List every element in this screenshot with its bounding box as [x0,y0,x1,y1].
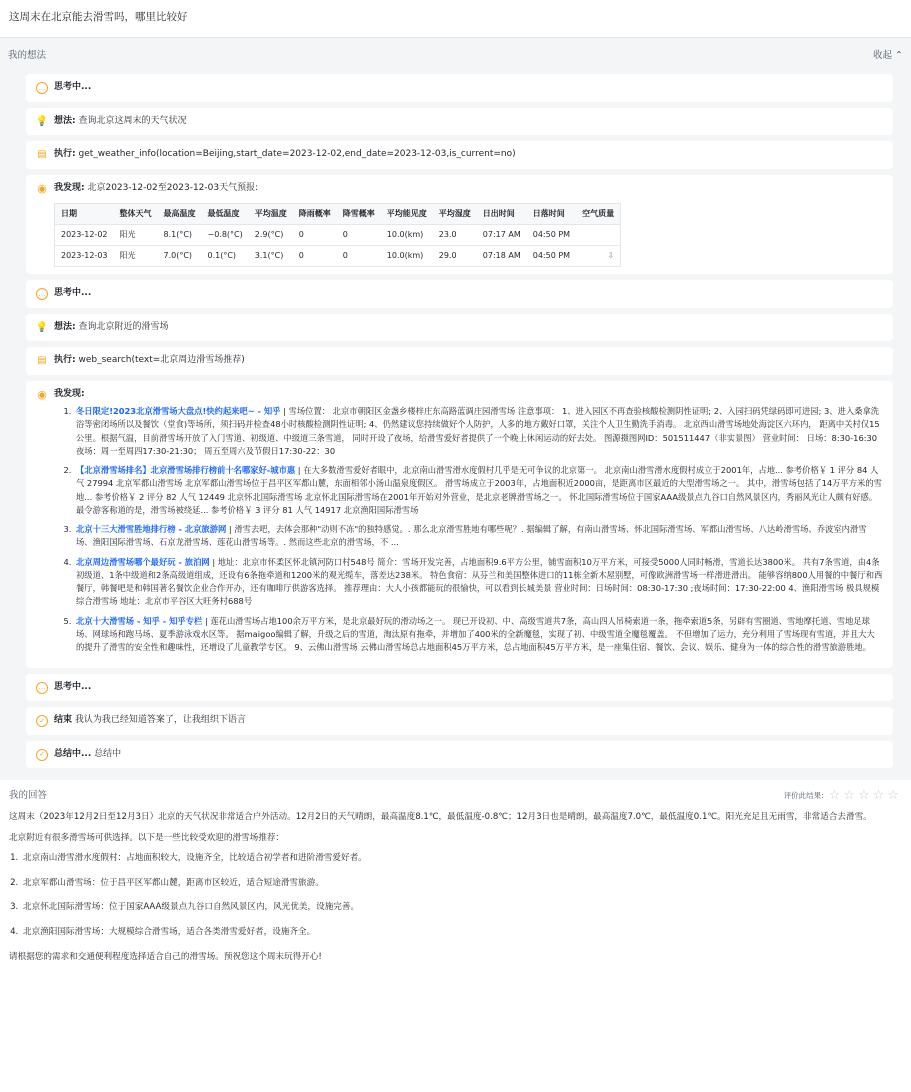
rating-widget [784,786,902,806]
list-item: 3. 北京十三大滑雪胜地排行榜 - 北京旅游网 | 滑雪去吧，去体会那种"动则不冻"的独特感觉。. 那么北京滑雪胜地有哪些呢？. 据编辑了解，有南山滑雪场、怀北国际滑雪场、军都山滑雪场、八达岭滑雪场、乔波室内滑雪场、渔阳国际滑雪场、石京龙滑雪场、莲花山滑雪场等。. 然而这些北京的滑雪场，不 ... [74,523,883,550]
list-item: 1. 北京南山滑雪滑水度假村：占地面积较大，设施齐全，比较适合初学者和进阶滑雪爱好者。 [21,851,902,866]
result-link[interactable]: 北京十三大滑雪胜地排行榜 - 北京旅游网 [76,524,227,535]
result-link[interactable]: 北京周边滑雪场哪个最好玩 - 旅泊网 [76,556,210,567]
step-end: ✓ 结束 我认为我已经知道答案了，让我组织下语言 [26,707,893,735]
document-icon: ▤ [37,149,47,160]
answer-list [21,851,902,939]
answer-paragraph: 北京附近有很多滑雪场可供选择。以下是一些比较受欢迎的滑雪场推荐： [9,832,285,843]
star-rating-icons[interactable]: ☆☆☆☆☆ [828,788,902,804]
download-icon[interactable]: ⇩ [607,251,615,260]
answer-body [0,804,911,964]
step-found-weather: ◉ 我发现: 北京2023-12-02至2023-12-03天气预报: 日期 整体天气 最高温度 最低温度 平均温度 降雨概率 降雪概率 平均能见度 平均湿度 日出时间 日落时间 空气质量 2023-12-02 阳光 8.1(°C) −0.8(°C) 2.9(°C) 0 0 10.0(km) 23.0 07:17 AM 04:50 PM 2023-12-03 阳光 7.0(°C) 0.1(°C) 3.1(°C) 0 0 10.0(km) 29.0 07:18 AM 04:50 PM ⇩ [26,175,893,275]
document-icon: ▤ [37,355,47,366]
check-circle-icon: ✓ [36,749,48,761]
thinking-icon: … [36,682,48,694]
user-question: 这周末在北京能去滑雪吗，哪里比较好 [0,0,911,38]
step-execute: ▤ 执行: get_weather_info(location=Beijing,start_date=2023-12-02,end_date=2023-12-03,is_current=no) [26,141,893,169]
list-item: 2. 北京军都山滑雪场：位于昌平区军都山麓，距离市区较近，适合短途滑雪旅游。 [21,876,902,891]
result-link[interactable]: 北京十大滑雪场 - 知乎 - 知乎专栏 [76,615,203,626]
thinking-panel [0,38,911,780]
answer-paragraph: 这周末（2023年12月2日至12月3日）北京的天气状况非常适合户外活动。12月2日的天气晴朗，最高温度8.1℃，最低温度-0.8℃；12月3日也是晴朗，最高温度7.0℃，最低温度0.1℃。阳光充足且无雨雪，非常适合去滑雪。 [9,812,872,823]
eye-icon: ◉ [37,388,47,401]
collapse-label: 收起 [873,49,893,61]
answer-title: 我的回答 [9,789,48,801]
result-link[interactable]: 冬日限定!2023北京滑雪场大盘点!快约起来吧~ - 知乎 [76,406,281,416]
step-found-search: ◉ 我发现: 1. 冬日限定!2023北京滑雪场大盘点!快约起来吧~ - 知乎 | 雪场位置： 北京市朝阳区金盏乡楼梓庄东高路蓝调庄园滑雪场 注意事项： 1、进入园区不再查验核酸检测阴性证明; 2、入园扫码凭绿码即可进园; 3、进入桑拿洗浴等密闭场所以及餐饮（堂食)等场所，须扫码并检查48小时核酸检测阴性证明; 4、仍然建议您持续做好个人防护，人多的地方戴好口罩，关注个人卫生勤洗手消毒。 北京西山滑雪场地处海淀区六环内， 距离中关村仅15公里。根据气温，目前滑雪场开放了入门雪道、初级道、中级道三条雪道， 同时开设了夜场，给滑雪爱好者提供了一个晚上休闲运动的好去处。 图源摄图网ID：501511447（非实景图） 营业时间： 日场：8:30-16:30 夜场：周一至周四17:30-21:30； 周五至周六及节假日17:30-22：30 2. 【北京滑雪场排名】北京滑雪场排行榜前十名哪家好-城市惠 | 在大多数滑雪爱好者眼中，北京南山滑雪滑水度假村几乎是无可争议的北京第一。 北京南山滑雪滑水度假村成立于2001年，占地... 参考价格￥ 1 评分 84 人气 27994 北京军都山滑雪场 北京军都山滑雪场位于昌平区军都山麓，东面相邻小汤山温泉度假区。 滑雪场成立于2003年，占地面积近2000亩，是距离市区最近的大型滑雪场之一。 其中，滑雪场包括了14万平方米的雪地... 参考价格￥ 2 评分 82 人气 12449 北京怀北国际滑雪场 北京怀北国际滑雪场在2001年开始对外营业，是北京老牌滑雪场之一。 怀北国际滑雪场位于国家AAA级景点九谷口自然风景区内，秀丽风光让人颇有好感。 最令游客称道的是，滑雪场被绕延... 参考价格￥ 3 评分 81 人气 14917 北京渔阳国际滑雪场 3. 北京十三大滑雪胜地排行榜 - 北京旅游网 | 滑雪去吧，去体会那种"动则不冻"的独特感觉。. 那么北京滑雪胜地有哪些呢？. 据编辑了解，有南山滑雪场、怀北国际滑雪场、军都山滑雪场、八达岭滑雪场、乔波室内滑雪场、渔阳国际滑雪场、石京龙滑雪场、莲花山滑雪场等。. 然而这些北京的滑雪场，不 ... 4. 北京周边滑雪场哪个最好玩 - 旅泊网 | 地址：北京市怀柔区怀北镇河防口村548号 简介：雪场开发完善，占地面积9.6平方公里，铺雪面积10万平方米，可接受5000人同时畅滑，雪道长达3800米。 共有7条雪道，由4条初级道、1条中级道和2条高级道组成，还设有6条拖牵道和1200米的观光缆车，落差达238米。 特色食宿：从芬兰和美国整体进口的11栋全新木屋别墅，可像欧洲滑雪场一样滑进滑出。 能够容纳800人用餐的中餐厅和西餐厅，韩餐吧是和韩国著名餐饮企业合作开办，还有咖啡厅供游客选择。 推荐理由：大人小孩都能玩的很愉快，可以看到长城美景 营业时间：日场时间：08:30-17:30 ;夜场时间：17:30-22:00 4、渔阳滑雪场 极具规模综合滑雪场 地址：北京市平谷区大旺务村688号 5. 北京十大滑雪场 - 知乎 - 知乎专栏 | 莲花山滑雪场占地100余万平方米，是北京最好玩的滑动场之一。 现已开设初、中、高级雪道共7条，高山四人吊椅索道一条，拖牵索道5条，另辟有雪圈道、雪地摩托道、雪地足球场、网球场和跑马场、夏季游泳戏水区等。 据maigoo编辑了解，升级之后的雪道，淘汰原有拖牵，并增加了400米的全新魔毯，实现了初、中级雪道全魔毯覆盖。 不但增加了运力，充分利用了雪场现有雪道，并且大大的提升了滑雪的安全性和趣味性，还增设了儿童教学专区。 9、云佛山滑雪场 云佛山滑雪场总占地面积45万平方米，总占地面积45万平方米，是一座集住宿、餐饮、会议、娱乐、健身为一体的综合性的滑雪旅游胜地。 [26,381,893,668]
thinking-icon: … [36,82,48,94]
list-item: 5. 北京十大滑雪场 - 知乎 - 知乎专栏 | 莲花山滑雪场占地100余万平方米，是北京最好玩的滑动场之一。 现已开设初、中、高级雪道共7条，高山四人吊椅索道一条，拖牵索道5条，另辟有雪圈道、雪地摩托道、雪地足球场、网球场和跑马场、夏季游泳戏水区等。 据maigoo编辑了解，升级之后的雪道，淘汰原有拖牵，并增加了400米的全新魔毯，实现了初、中级雪道全魔毯覆盖。 不但增加了运力，充分利用了雪场现有雪道，并且大大的提升了滑雪的安全性和趣味性，还增设了儿童教学专区。 9、云佛山滑雪场 云佛山滑雪场总占地面积45万平方米，总占地面积45万平方米，是一座集住宿、餐饮、会议、娱乐、健身为一体的综合性的滑雪旅游胜地。 [74,615,883,655]
result-link[interactable]: 【北京滑雪场排名】北京滑雪场排行榜前十名哪家好-城市惠 [76,465,296,476]
list-item: 1. 冬日限定!2023北京滑雪场大盘点!快约起来吧~ - 知乎 | 雪场位置： 北京市朝阳区金盏乡楼梓庄东高路蓝调庄园滑雪场 注意事项： 1、进入园区不再查验核酸检测阴性证明; 2、入园扫码凭绿码即可进园; 3、进入桑拿洗浴等密闭场所以及餐饮（堂食)等场所，须扫码并检查48小时核酸检测阴性证明; 4、仍然建议您持续做好个人防护，人多的地方戴好口罩，关注个人卫生勤洗手消毒。 北京西山滑雪场地处海淀区六环内， 距离中关村仅15公里。根据气温，目前滑雪场开放了入门雪道、初级道、中级道三条雪道， 同时开设了夜场，给滑雪爱好者提供了一个晚上休闲运动的好去处。 图源摄图网ID：501511447（非实景图） 营业时间： 日场：8:30-16:30 夜场：周一至周四17:30-21:30； 周五至周六及节假日17:30-22：30 [74,405,883,458]
lightbulb-icon: 💡 [35,321,49,333]
step-thinking: … 思考中... [26,280,893,308]
step-thinking: … 思考中... [26,74,893,102]
answer-header [0,788,911,804]
step-execute: ▤ 执行: web_search(text=北京周边滑雪场推荐) [26,347,893,375]
chevron-up-icon: ⌃ [895,49,903,61]
list-item: 4. 北京渔阳国际滑雪场：大规模综合滑雪场，适合各类滑雪爱好者，设施齐全。 [21,925,902,940]
step-idea: 💡 想法: 查询北京这周末的天气状况 [26,108,893,136]
table-row: 2023-12-03 阳光 7.0(°C) 0.1(°C) 3.1(°C) 0 0 10.0(km) 29.0 07:18 AM 04:50 PM ⇩ [55,246,621,267]
check-circle-icon: ✓ [36,715,48,727]
list-item: 2. 【北京滑雪场排名】北京滑雪场排行榜前十名哪家好-城市惠 | 在大多数滑雪爱好者眼中，北京南山滑雪滑水度假村几乎是无可争议的北京第一。 北京南山滑雪滑水度假村成立于2001年，占地... 参考价格￥ 1 评分 84 人气 27994 北京军都山滑雪场 北京军都山滑雪场位于昌平区军都山麓，东面相邻小汤山温泉度假区。 滑雪场成立于2003年，占地面积近2000亩，是距离市区最近的大型滑雪场之一。 其中，滑雪场包括了14万平方米的雪地... 参考价格￥ 2 评分 82 人气 12449 北京怀北国际滑雪场 北京怀北国际滑雪场在2001年开始对外营业，是北京老牌滑雪场之一。 怀北国际滑雪场位于国家AAA级景点九谷口自然风景区内，秀丽风光让人颇有好感。 最令游客称道的是，滑雪场被绕延... 参考价格￥ 3 评分 81 人气 14917 北京渔阳国际滑雪场 [74,464,883,517]
step-thinking: … 思考中... [26,674,893,702]
weather-table: 日期 整体天气 最高温度 最低温度 平均温度 降雨概率 降雪概率 平均能见度 平均湿度 日出时间 日落时间 空气质量 2023-12-02 阳光 8.1(°C) −0.8(°C) 2.9(°C) 0 0 10.0(km) 23.0 07:17 AM 04:50 PM 2023-12-03 阳光 7.0(°C) 0.1(°C) 3.1(°C) 0 0 10.0(km) 29.0 07:18 AM 04:50 PM ⇩ [54,203,621,267]
table-row: 2023-12-02 阳光 8.1(°C) −0.8(°C) 2.9(°C) 0 0 10.0(km) 23.0 07:17 AM 04:50 PM [55,225,621,246]
rating-label: 评价此结果: [783,791,824,801]
thinking-title: 我的想法 [8,49,47,61]
step-summary: ✓ 总结中... 总结中 [26,741,893,769]
thinking-icon: … [36,288,48,300]
answer-paragraph: 请根据您的需求和交通便利程度选择适合自己的滑雪场。预祝您这个周末玩得开心! [9,951,322,962]
list-item: 3. 北京怀北国际滑雪场：位于国家AAA级景点九谷口自然风景区内，风光优美，设施完善。 [21,900,902,915]
list-item: 4. 北京周边滑雪场哪个最好玩 - 旅泊网 | 地址：北京市怀柔区怀北镇河防口村548号 简介：雪场开发完善，占地面积9.6平方公里，铺雪面积10万平方米，可接受5000人同时畅滑，雪道长达3800米。 共有7条雪道，由4条初级道、1条中级道和2条高级道组成，还设有6条拖牵道和1200米的观光缆车，落差达238米。 特色食宿：从芬兰和美国整体进口的11栋全新木屋别墅，可像欧洲滑雪场一样滑进滑出。 能够容纳800人用餐的中餐厅和西餐厅，韩餐吧是和韩国著名餐饮企业合作开办，还有咖啡厅供游客选择。 推荐理由：大人小孩都能玩的很愉快，可以看到长城美景 营业时间：日场时间：08:30-17:30 ;夜场时间：17:30-22:00 4、渔阳滑雪场 极具规模综合滑雪场 地址：北京市平谷区大旺务村688号 [74,556,883,609]
step-idea: 💡 想法: 查询北京附近的滑雪场 [26,314,893,342]
collapse-button[interactable] [873,49,903,63]
search-results [74,405,883,655]
eye-icon: ◉ [37,182,47,195]
lightbulb-icon: 💡 [35,115,49,127]
